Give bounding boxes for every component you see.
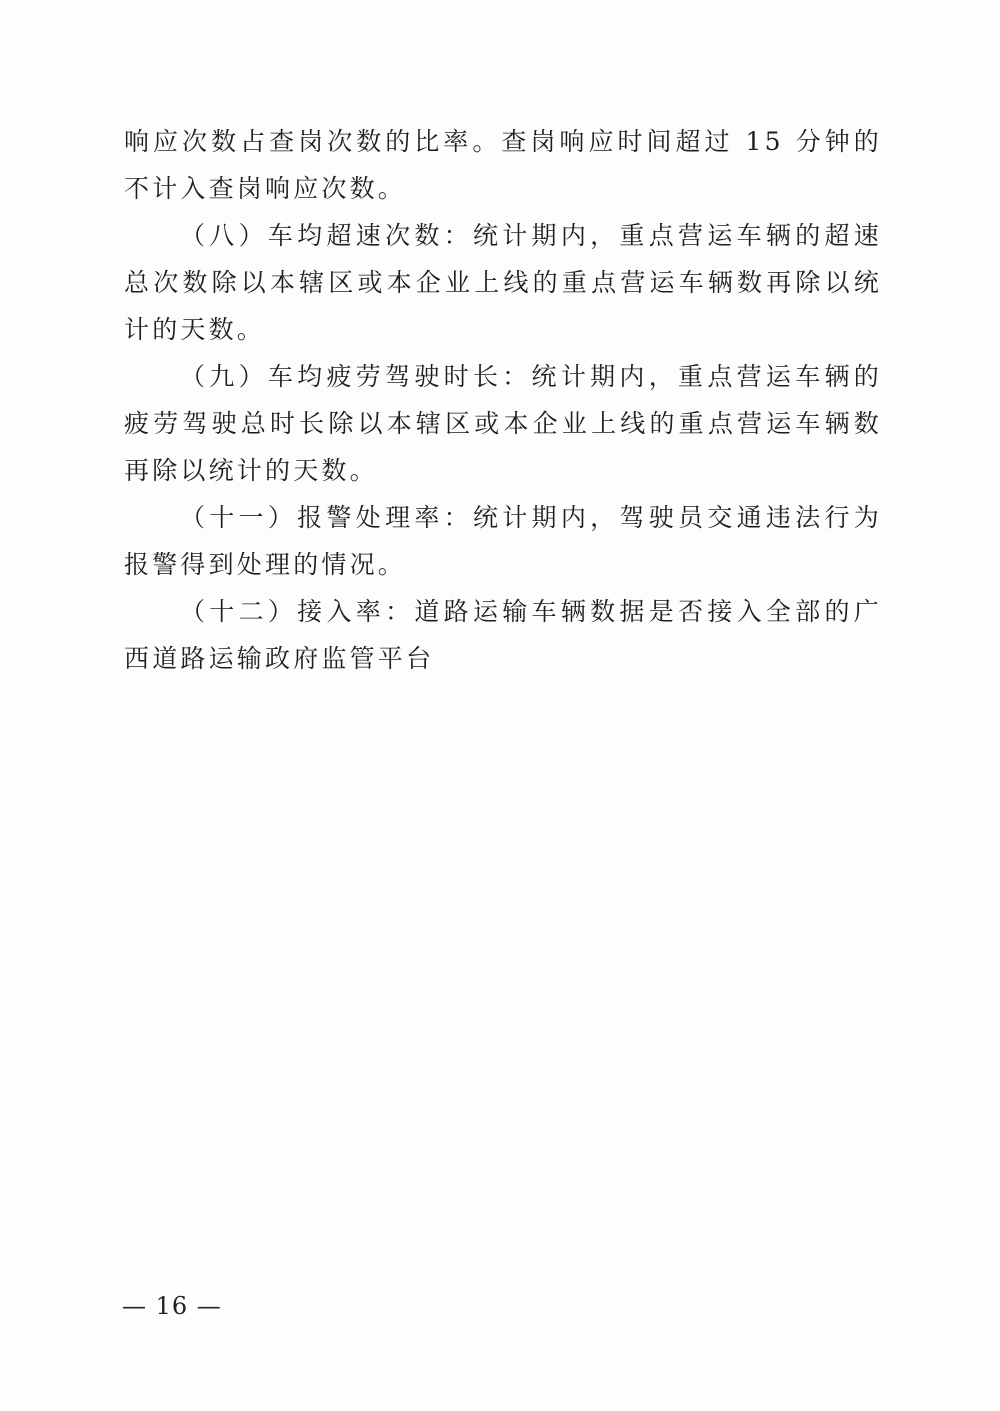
paragraph-4: （十一）报警处理率：统计期内，驾驶员交通违法行为报警得到处理的情况。 [124, 503, 882, 579]
paragraph-1: 响应次数占查岗次数的比率。查岗响应时间超过 15 分钟的不计入查岗响应次数。 [124, 127, 882, 203]
page-number: — 16 — [122, 1292, 222, 1320]
document-body [124, 118, 882, 682]
paragraph-3: （九）车均疲劳驾驶时长：统计期内，重点营运车辆的疲劳驾驶总时长除以本辖区或本企业上线的重点营运车辆数再除以统计的天数。 [124, 362, 882, 485]
paragraph-5: （十二）接入率：道路运输车辆数据是否接入全部的广西道路运输政府监管平台 [124, 597, 882, 673]
paragraph-2: （八）车均超速次数：统计期内，重点营运车辆的超速总次数除以本辖区或本企业上线的重点营运车辆数再除以统计的天数。 [124, 221, 882, 344]
